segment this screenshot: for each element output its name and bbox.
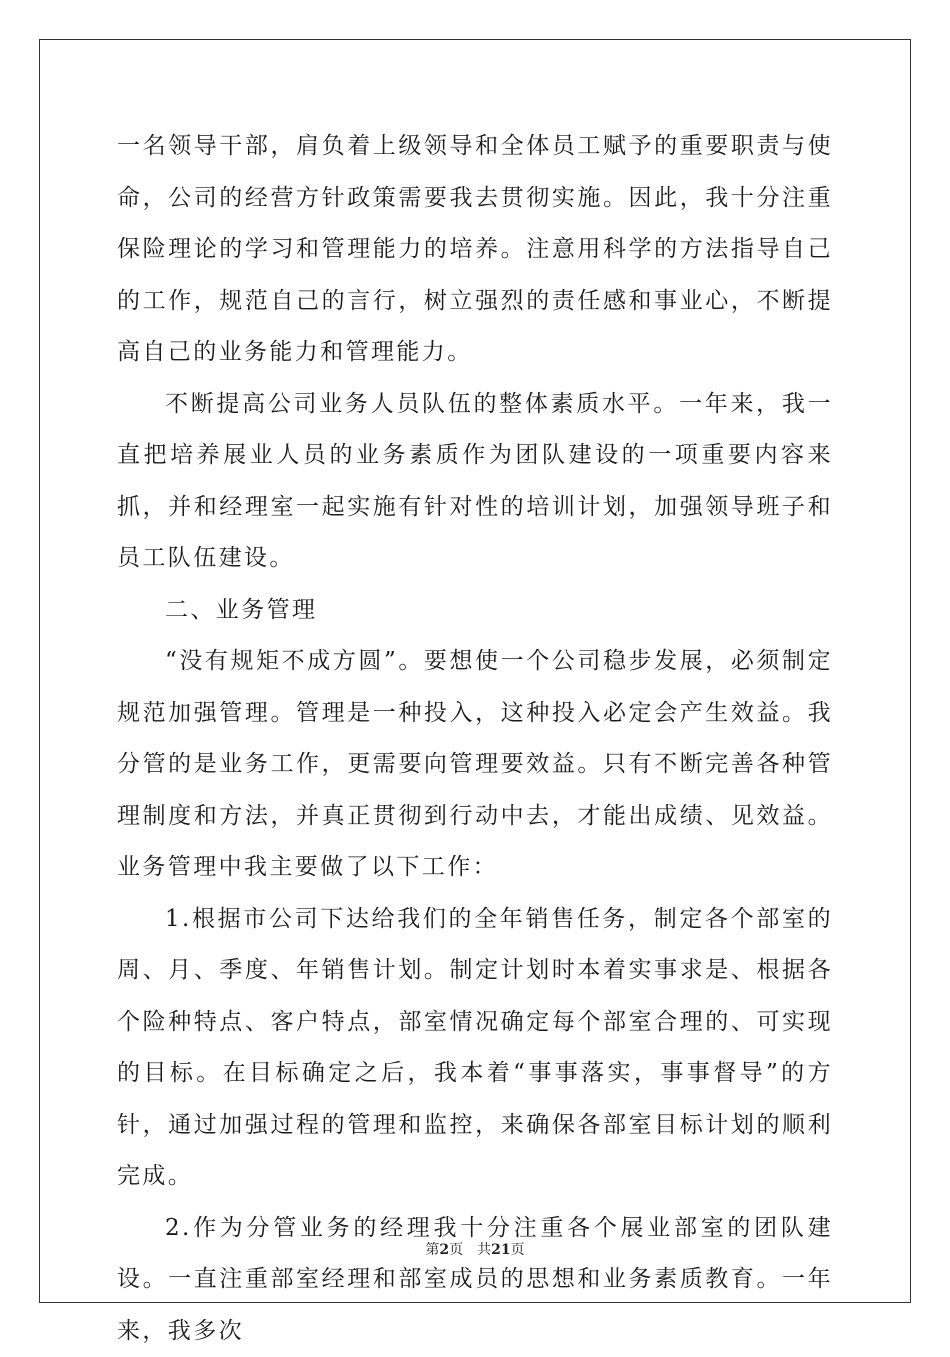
current-page-number: 2 <box>439 1242 449 1258</box>
section-heading: 二、业务管理 <box>117 585 833 637</box>
footer-prefix: 第 <box>425 1242 439 1258</box>
footer-page-unit: 页 <box>449 1242 463 1258</box>
document-body <box>117 121 833 1357</box>
paragraph-5: 2.作为分管业务的经理我十分注重各个展业部室的团队建设。一直注重部室经理和部室成员的思想和业务素质教育。一年来，我多次 <box>117 1203 833 1357</box>
page-footer <box>0 1239 950 1259</box>
paragraph-2: 不断提高公司业务人员队伍的整体素质水平。一年来，我一直把培养展业人员的业务素质作为团队建设的一项重要内容来抓，并和经理室一起实施有针对性的培训计划，加强领导班子和员工队伍建设。 <box>117 379 833 585</box>
total-pages-number: 21 <box>491 1242 510 1258</box>
footer-total-prefix: 共 <box>477 1242 491 1258</box>
paragraph-4: 1.根据市公司下达给我们的全年销售任务，制定各个部室的周、月、季度、年销售计划。制定计划时本着实事求是、根据各个险种特点、客户特点，部室情况确定每个部室合理的、可实现的目标。在目标确定之后，我本着“事事落实，事事督导”的方针，通过加强过程的管理和监控，来确保各部室目标计划的顺利完成。 <box>117 894 833 1203</box>
paragraph-3: “没有规矩不成方圆”。要想使一个公司稳步发展，必须制定规范加强管理。管理是一种投入，这种投入必定会产生效益。我分管的是业务工作，更需要向管理要效益。只有不断完善各种管理制度和方法，并真正贯彻到行动中去，才能出成绩、见效益。业务管理中我主要做了以下工作： <box>117 636 833 894</box>
footer-total-unit: 页 <box>511 1242 525 1258</box>
paragraph-1: 一名领导干部，肩负着上级领导和全体员工赋予的重要职责与使命，公司的经营方针政策需要我去贯彻实施。因此，我十分注重保险理论的学习和管理能力的培养。注意用科学的方法指导自己的工作，规范自己的言行，树立强烈的责任感和事业心，不断提高自己的业务能力和管理能力。 <box>117 121 833 379</box>
